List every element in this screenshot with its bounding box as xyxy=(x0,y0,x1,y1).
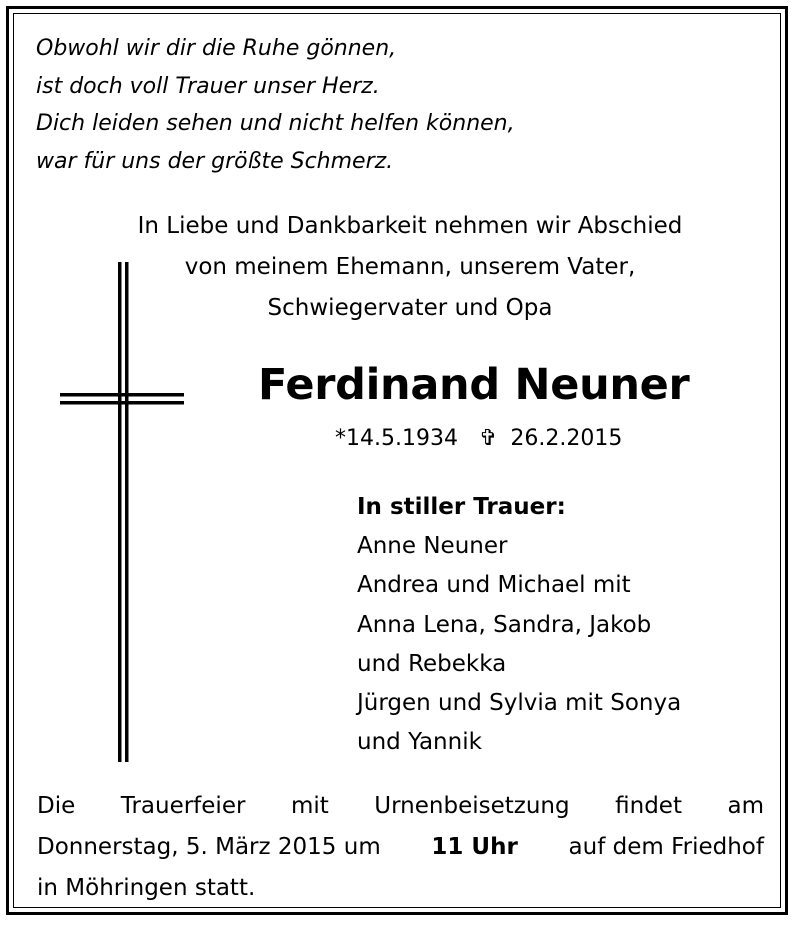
ceremony-word: Urnenbeisetzung xyxy=(374,793,570,819)
death-cross-icon: ✞ xyxy=(478,426,498,451)
mourner-line: Anne Neuner xyxy=(357,533,508,560)
poem-line: ist doch voll Trauer unser Herz. xyxy=(36,73,380,99)
mourner-line: und Yannik xyxy=(357,729,482,756)
mourner-line: und Rebekka xyxy=(357,650,507,677)
poem xyxy=(36,30,515,180)
mourners-heading: In stiller Trauer: xyxy=(357,494,566,520)
mourner-line: Andrea und Michael mit xyxy=(357,572,631,599)
poem-line: Obwohl wir dir die Ruhe gönnen, xyxy=(36,36,397,61)
ceremony-date-text: Donnerstag, 5. März 2015 um xyxy=(37,834,381,860)
ceremony-word: am xyxy=(727,793,764,819)
death-date: 26.2.2015 xyxy=(510,426,623,451)
mourner-line: Anna Lena, Sandra, Jakob xyxy=(357,611,652,638)
ceremony-notice xyxy=(37,786,764,909)
ceremony-location-text: auf dem Friedhof xyxy=(568,834,764,860)
ceremony-line-2 xyxy=(37,827,764,868)
ceremony-word: Trauerfeier xyxy=(120,793,246,819)
ceremony-word: findet xyxy=(615,793,682,819)
ceremony-word: Die xyxy=(37,793,76,819)
ceremony-time: 11 Uhr xyxy=(431,834,518,860)
ceremony-word: mit xyxy=(290,793,329,819)
poem-line: war für uns der größte Schmerz. xyxy=(36,148,394,174)
mourners-list xyxy=(357,488,681,762)
deceased-name: Ferdinand Neuner xyxy=(258,360,690,410)
mourner-line: Jürgen und Sylvia mit Sonya xyxy=(357,690,682,717)
birth-date: *14.5.1934 xyxy=(335,426,458,451)
life-dates xyxy=(335,426,622,451)
ceremony-line-3: in Möhringen statt. xyxy=(37,875,256,901)
intro-line: In Liebe und Dankbarkeit nehmen wir Abschied xyxy=(137,213,683,239)
poem-line: Dich leiden sehen und nicht helfen können, xyxy=(36,111,515,136)
intro-line: Schwiegervater und Opa xyxy=(267,295,553,321)
ceremony-line-1 xyxy=(37,786,764,827)
intro-line: von meinem Ehemann, unserem Vater, xyxy=(184,254,636,280)
